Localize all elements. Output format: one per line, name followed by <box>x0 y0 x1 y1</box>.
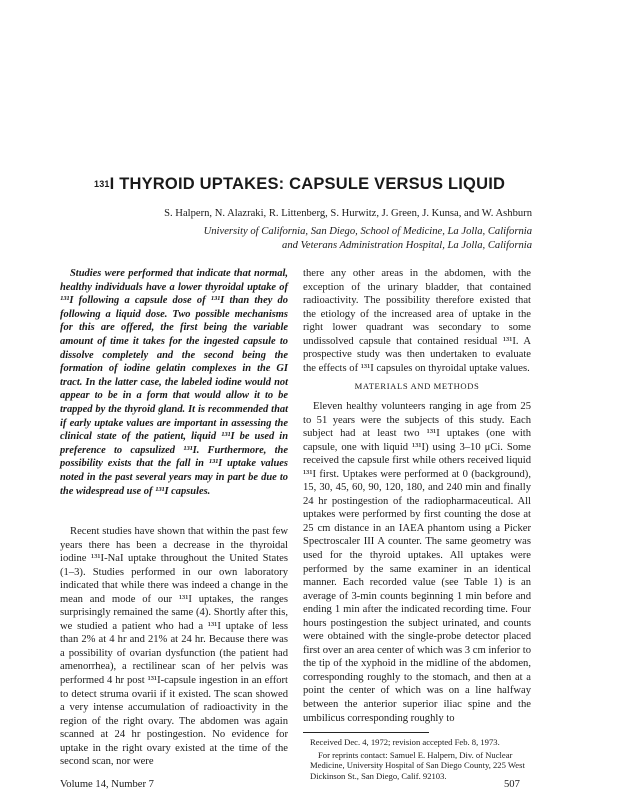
intro-text: Recent studies have shown that within the past few years there has been a decrease in the thyroidal iodine ¹³¹I-NaI uptake throughout the United States (1–3). Studies performed in our own laboratory indicated that while there was indeed a change in the mean and mode of our ¹³¹I uptakes, the ranges surprisingly remained the same (4). Shortly after this, we studied a patient who had a ¹³¹I uptake of less than 2% at 4 hr and 21% at 24 hr. Because there was a possibility of ovarian dysfunction (the patient had amenorrhea), a rectilinear scan of her pelvis was performed 4 hr post ¹³¹I-capsule ingestion in an effort to detect struma ovarii if it existed. The scan showed a very intense accumulation of radioactivity in the region of the right ovary. The abdomen was again scanned at 24 hr postingestion. No evidence for uptake in the right ovary existed at the time of the second scan, nor were <box>60 526 288 768</box>
affiliation <box>204 225 532 252</box>
methods-paragraph <box>303 400 531 725</box>
journal-volume: Volume 14, Number 7 <box>60 779 154 790</box>
title-text: I THYROID UPTAKES: CAPSULE VERSUS LIQUID <box>109 175 506 193</box>
received-note: Received Dec. 4, 1972; revision accepted Feb. 8, 1973. <box>310 737 500 747</box>
abstract: Studies were performed that indicate that normal, healthy individuals have a lower thyroidal uptake of ¹³¹I following a capsule dose of ¹³¹I than they do following a liquid dose. Two possible mechanisms for this are offered, the first being the variable amount of time it takes for the ingested capsule to dissolve completely and the second being the formation of iodine gelatin complexes in the GI tract. In the latter case, the labeled iodine would not appear to be in a form that would allow it to be trapped by the thyroid gland. It is recommended that if early uptake values are important in assessing the clinical state of the patient, liquid ¹³¹I be used in preference to capsulized ¹³¹I. Furthermore, the possibility exists that the fall in ¹³¹I uptake values noted in the past several years may in part be due to the widespread use of ¹³¹I capsules. <box>60 268 288 497</box>
article-title <box>94 175 564 194</box>
continuation-text: there any other areas in the abdomen, with the exception of the urinary bladder, that contained radioactivity. The possibility therefore existed that the etiology of the increased area of uptake in the right lower quadrant was secondary to some undissolved capsule that contained residual ¹³¹I. A prospective study was then undertaken to evaluate the effects of ¹³¹I capsules on thyroidal uptake values. <box>303 268 531 374</box>
intro-paragraph <box>60 525 288 769</box>
affiliation-line-1: University of California, San Diego, School of Medicine, La Jolla, California <box>203 226 532 237</box>
author-list: S. Halpern, N. Alazraki, R. Littenberg, S. Hurwitz, J. Green, J. Kunsa, and W. Ashburn <box>164 208 532 219</box>
reprints-note: For reprints contact: Samuel E. Halpern, Div. of Nuclear Medicine, University Hospital of San Diego County, 225 West Dickinson St., San Diego, Calif. 92103. <box>310 750 525 781</box>
page-number: 507 <box>504 779 520 790</box>
title-isotope-superscript: 131 <box>94 179 110 189</box>
affiliation-line-2: and Veterans Administration Hospital, La Jolla, California <box>282 239 532 251</box>
right-column-continuation <box>303 267 531 375</box>
methods-text: Eleven healthy volunteers ranging in age from 25 to 51 years were the subjects of this study. Each subject had at least two ¹³¹I uptakes (one with capsule, one with liquid ¹³¹I) using 3–10 μCi. Some received the capsule first while others received liquid ¹³¹I first. Uptakes were performed at 0 (background), 15, 30, 45, 60, 90, 120, 180, and 240 min and finally 24 hr postingestion of the radiopharmaceutical. All uptakes were performed by first counting the dose at 25 cm distance in an IAEA phantom using a Picker Spectroscaler III A counter. The same geometry was used for the thyroid uptakes. All uptakes were performed by the same examiner in an identical manner. Each recorded value (see Table 1) is an average of 3-min counts beginning 1 min before and ending 1 min after the indicated recording time. Four hours postingestion the subject urinated, and counts were obtained with the single-probe detector placed first over an area center of which was 3 cm inferior to the tip of the xyphoid in the midline of the abdomen, corresponding roughly to the stomach, and then at a point the center of which was on a line halfway between the anterior superior iliac spine and the umbilicus corresponding roughly to <box>303 401 531 724</box>
footnotes <box>310 737 530 781</box>
section-heading-materials-methods: MATERIALS AND METHODS <box>354 381 480 391</box>
footnote-divider <box>303 732 429 733</box>
